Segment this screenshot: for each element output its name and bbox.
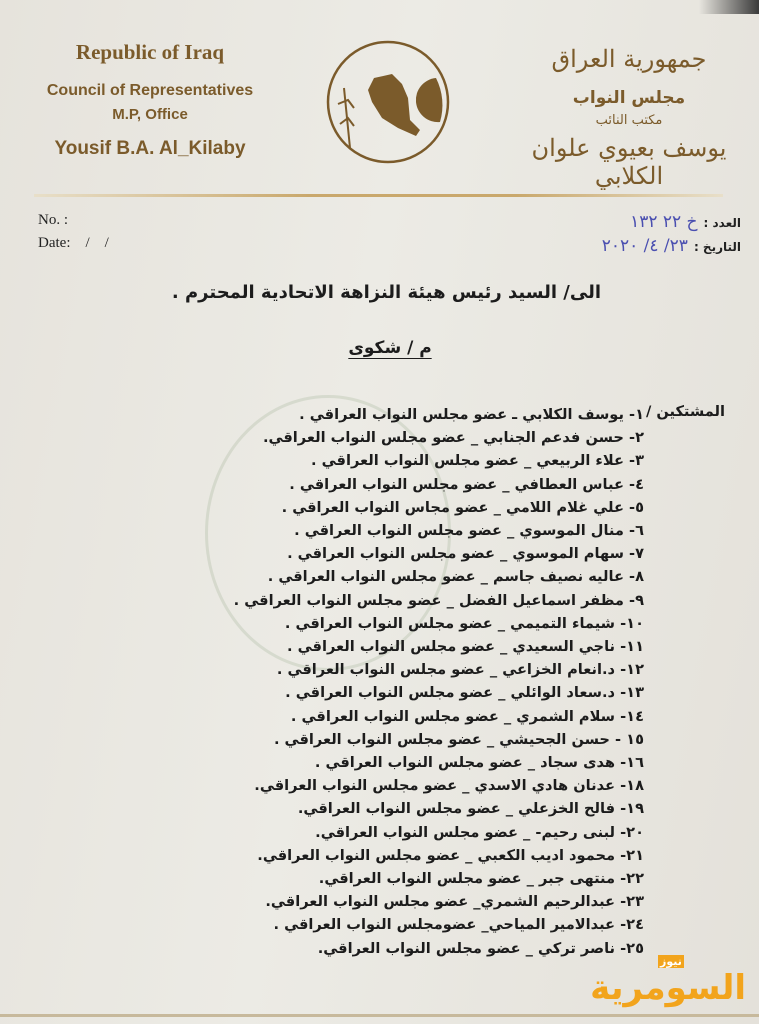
photo-corner-shadow [699,0,759,14]
complainant-item: ١٢- د.انعام الخزاعي _ عضو مجلس النواب العراقي . [276,661,644,679]
complainants-label: المشتكين / [645,403,725,420]
addressee-line: الى/ السيد رئيس هيئة النزاهة الاتحادية المحترم . [171,282,601,303]
ar-date-label: التاريخ : [693,240,741,254]
complainant-item: ٢٢- منتهى جبر _ عضو مجلس النواب العراقي. [318,870,644,888]
number-label: No. : [38,212,68,228]
watermark-main: السومرية [590,968,746,1008]
complainant-item: ١- يوسف الكلابي ـ عضو مجلس النواب العراقي . [299,406,644,423]
complainant-item: ٢٥- ناصر تركي _ عضو مجلس النواب العراقي. [317,939,644,957]
complainant-item: ٢٣- عبدالرحيم الشمري_ عضو مجلس النواب العراقي. [265,893,644,911]
letterhead-en-office: M.P, Office [112,106,188,123]
complainant-item: ١٥ - حسن الجحيشي _ عضو مجلس النواب العراقي . [273,730,644,748]
complainant-item: ٦- منال الموسوي _ عضو مجلس النواب العراقي . [294,522,644,540]
letterhead-ar-office: مكتب النائب [595,113,663,128]
subject-line: م / شكوى [348,338,432,358]
ar-date-value: ٢٣/ ٤/ ٢٠٢٠ [601,236,688,256]
complainants-list [234,403,644,960]
complainant-item: ١٤- سلام الشمري _ عضو مجلس النواب العراقي . [290,707,644,725]
letterhead-en-country: Republic of Iraq [75,40,225,64]
complainant-item: ١١- ناجي السعيدي _ عضو مجلس النواب العراقي . [287,638,644,656]
complainant-item: ٢٤- عبدالامير المياحي_ عضومجلس النواب العراقي . [273,916,644,934]
letterhead-ar-country: جمهورية العراق [551,45,707,73]
complainant-item: ١٨- عدنان هادي الاسدي _ عضو مجلس النواب العراقي. [254,777,644,795]
complainant-item: ١٦- هدى سجاد _ عضو مجلس النواب العراقي . [314,754,644,772]
letterhead-en-council: Council of Representatives [46,82,254,99]
complainant-item: ٢- حسن فدعم الجنابي _ عضو مجلس النواب العراقي. [262,429,644,447]
complainant-item: ٣- علاء الربيعي _ عضو مجلس النواب العراقي . [311,452,644,470]
news-watermark-logo [590,955,746,1008]
complainant-item: ٨- عاليه نصيف جاسم _ عضو مجلس النواب العراقي . [267,568,644,586]
page-edge [0,1014,759,1017]
complainant-item: ٧- سهام الموسوي _ عضو مجلس النواب العراقي . [287,545,644,563]
date-label: Date: / / [38,235,109,251]
header-divider [34,194,723,197]
ar-number-label: العدد : [703,216,741,230]
letterhead-en-name: Yousif B.A. Al_Kilaby [54,138,246,159]
complainant-item: ٤- عباس العطافي _ عضو مجلس النواب العراقي . [289,475,644,493]
complainant-item: ٢١- محمود اديب الكعبي _ عضو مجلس النواب العراقي. [257,846,644,864]
complainant-item: ٢٠- لبنى رحيم- _ عضو مجلس النواب العراقي. [315,823,644,841]
ar-date-field [602,236,741,256]
parliament-logo-icon [324,38,452,166]
complainant-item: ٩- مظفر اسماعيل الفضل _ عضو مجلس النواب العراقي . [233,591,644,609]
letterhead-ar-name: يوسف بعيوي علوان الكلابي [531,134,727,190]
complainant-item: ٥- علي غلام اللامي _ عضو مجاس النواب العراقي . [281,498,644,516]
complainant-item: ١٣- د.سعاد الوائلي _ عضو مجلس النواب العراقي . [285,684,644,702]
complainant-item: ١٠- شيماء التميمي _ عضو مجلس النواب العراقي . [284,614,644,632]
ar-number-value: خ ٢٢ ١٣٢ [630,212,698,232]
ar-number-field [630,212,741,232]
letterhead-ar-council: مجلس النواب [572,88,686,108]
complainant-item: ١٩- فالح الخزعلي _ عضو مجلس النواب العراقي. [297,800,644,818]
watermark-small: نيوز [660,955,682,968]
